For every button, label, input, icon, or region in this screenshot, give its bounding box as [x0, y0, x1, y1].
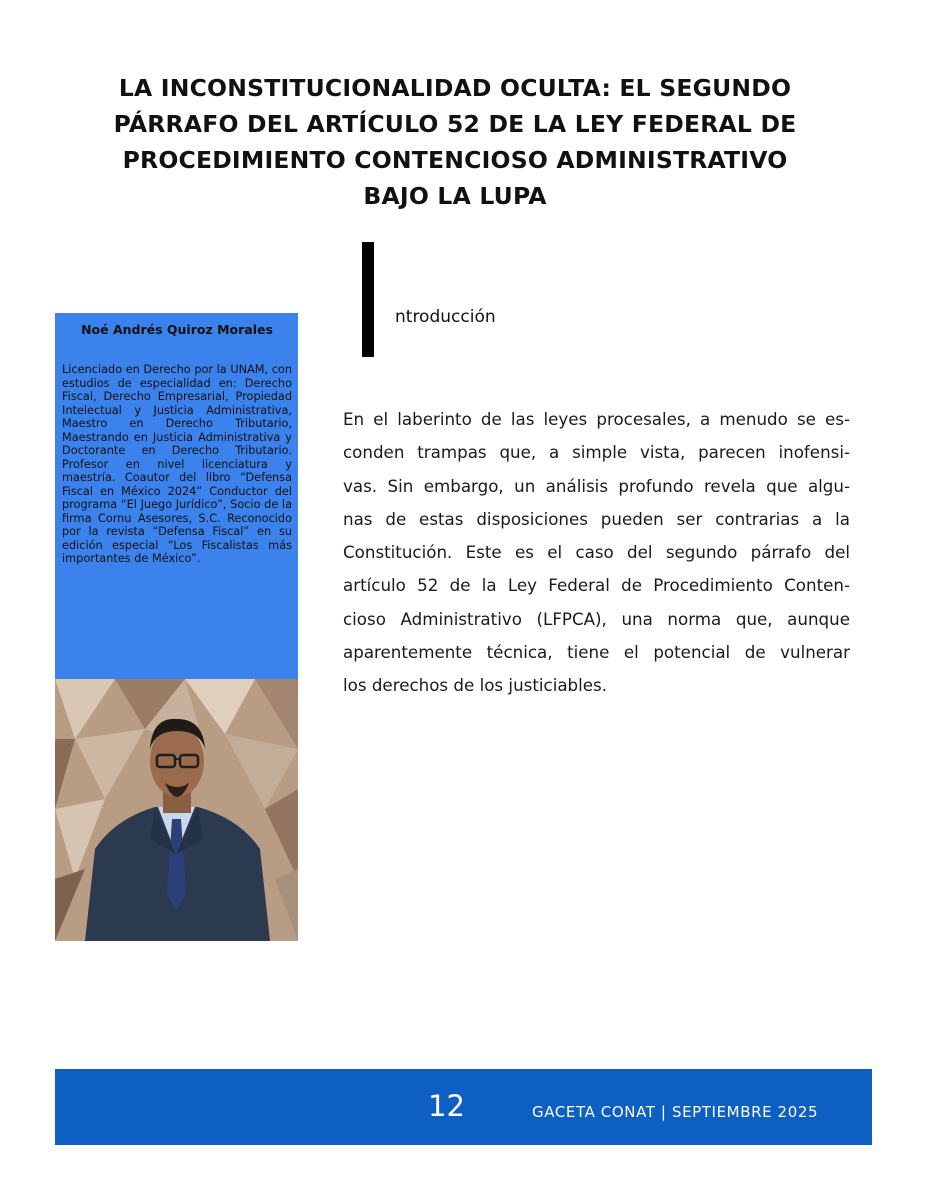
- intro-line: los derechos de los justiciables.: [343, 675, 608, 696]
- author-bio: Licenciado en Derecho por la UNAM, con estudios de especialidad en: Derecho Fiscal, Derecho Empresarial, Propiedad Intelectual y Justicia Administrativa, Maestro en Derecho Tributario, Maestrando en Justicia Administrativa y Doctorante en Derecho Tributario. Profesor en nivel licenciatura y maestría. Coautor del libro “Defensa Fiscal en México 2024” Conductor del programa “El Juego Jurídico”, Socio de la firma Cornu Asesores, S.C. Reconocido por la revista “Defensa Fiscal” en su edición especial “Los Fiscalistas más importantes de México”.: [62, 363, 292, 565]
- publication-name: GACETA CONAT | SEPTIEMBRE 2025: [532, 1103, 819, 1121]
- author-name: Noé Andrés Quiroz Morales: [81, 322, 273, 337]
- dropcap-bar: [362, 242, 374, 357]
- intro-line: aparentemente técnica, tiene el potencial de vulnerar: [343, 642, 850, 663]
- title-line: LA INCONSTITUCIONALIDAD OCULTA: EL SEGUNDO: [118, 74, 792, 102]
- intro-line: En el laberinto de las leyes procesales, a menudo se es-: [343, 409, 850, 429]
- intro-line: conden trampas que, a simple vista, parecen inofensi-: [343, 442, 850, 463]
- author-box: [55, 313, 298, 679]
- title-line: PÁRRAFO DEL ARTÍCULO 52 DE LA LEY FEDERAL DE: [113, 110, 797, 138]
- intro-line: nas de estas disposiciones pueden ser contrarias a la: [343, 508, 850, 529]
- article-title: [50, 70, 860, 214]
- title-line: PROCEDIMIENTO CONTENCIOSO ADMINISTRATIVO: [122, 146, 788, 174]
- title-line: BAJO LA LUPA: [363, 182, 547, 210]
- author-photo: [55, 679, 298, 941]
- section-heading: ntroducción: [395, 307, 496, 327]
- intro-line: vas. Sin embargo, un análisis profundo revela que algu-: [343, 475, 850, 496]
- intro-line: artículo 52 de la Ley Federal de Procedimiento Conten-: [343, 575, 850, 596]
- intro-line: Constitución. Este es el caso del segundo párrafo del: [343, 542, 850, 563]
- page-number: 12: [428, 1089, 465, 1123]
- intro-paragraph: [343, 403, 850, 703]
- intro-line: cioso Administrativo (LFPCA), una norma que, aunque: [343, 608, 850, 629]
